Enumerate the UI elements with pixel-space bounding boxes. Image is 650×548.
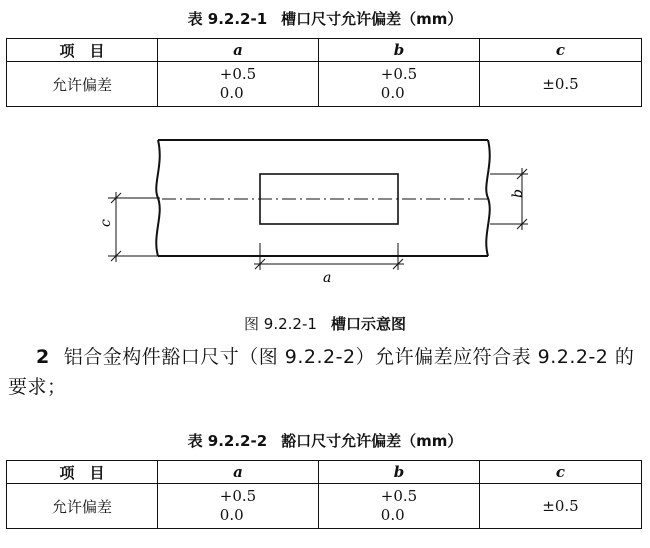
table1-header-c: c (480, 39, 642, 62)
table2-row-label: 允许偏差 (7, 484, 158, 529)
dim-label-a: a (323, 270, 332, 286)
clause-index: 2 (36, 346, 50, 368)
clause-paragraph (8, 342, 644, 402)
figure-caption-number: 图 9.2.2-1 (244, 315, 317, 333)
table1-a-upper: +0.5 (219, 65, 257, 83)
table2-a-lower: 0.0 (219, 506, 244, 524)
dimension-c (108, 192, 160, 262)
table1-caption-number: 表 9.2.2-1 (187, 10, 268, 28)
table2 (6, 460, 642, 529)
table1-header-item: 项 目 (7, 39, 158, 62)
table2-header-b: b (319, 461, 480, 484)
clause-text: 铝合金构件豁口尺寸（图 9.2.2-2）允许偏差应符合表 9.2.2-2 的要求； (8, 346, 635, 398)
table1-cell-a (158, 62, 319, 107)
table1-cell-c: ±0.5 (480, 62, 642, 107)
dimension-b (490, 168, 528, 230)
table1-cell-b (319, 62, 480, 107)
table1 (6, 38, 642, 107)
table1-row-label: 允许偏差 (7, 62, 158, 107)
table1-header-row (7, 39, 642, 62)
table2-header-item: 项 目 (7, 461, 158, 484)
table2-caption-number: 表 9.2.2-2 (187, 432, 268, 450)
table1-a-lower: 0.0 (219, 84, 244, 102)
notch-rectangle (260, 174, 398, 224)
table1-caption (0, 8, 650, 29)
table2-data-row (7, 484, 642, 529)
dim-label-b: b (510, 189, 526, 198)
table2-header-row (7, 461, 642, 484)
table2-b-upper: +0.5 (380, 487, 418, 505)
table1-header-a: a (158, 39, 319, 62)
table1-header-b: b (319, 39, 480, 62)
table2-cell-c: ±0.5 (480, 484, 642, 529)
table2-cell-a (158, 484, 319, 529)
table2-caption-title: 豁口尺寸允许偏差（mm） (281, 432, 463, 450)
table2-a-upper: +0.5 (219, 487, 257, 505)
figure-caption (0, 313, 650, 334)
dim-label-c: c (98, 219, 114, 227)
table2-b-lower: 0.0 (380, 506, 405, 524)
table1-b-lower: 0.0 (380, 84, 405, 102)
table1-data-row (7, 62, 642, 107)
table2-header-c: c (480, 461, 642, 484)
figure-caption-title: 槽口示意图 (330, 315, 406, 333)
table1-b-upper: +0.5 (380, 65, 418, 83)
table2-caption (0, 430, 650, 451)
table2-cell-b (319, 484, 480, 529)
table2-header-a: a (158, 461, 319, 484)
notch-diagram (90, 130, 560, 305)
plate-outline (156, 140, 489, 256)
table1-caption-title: 槽口尺寸允许偏差（mm） (281, 10, 463, 28)
